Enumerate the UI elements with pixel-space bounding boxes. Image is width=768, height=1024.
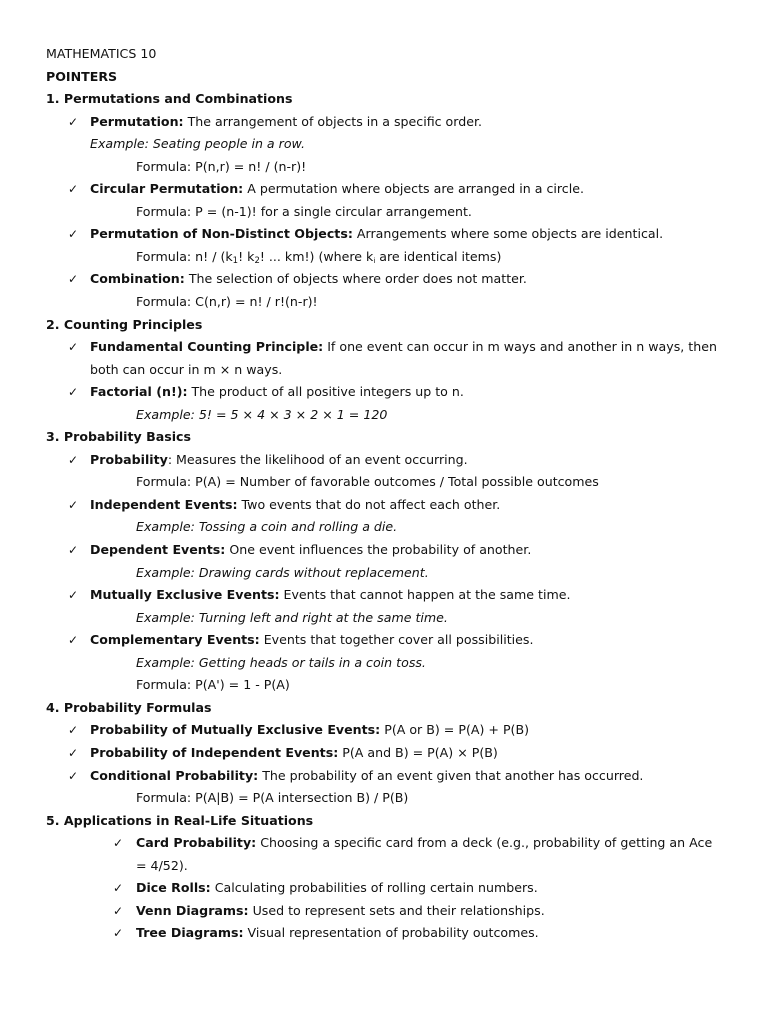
subscript: 2	[254, 255, 260, 266]
formula-text: Formula: C(n,r) = n! / r!(n-r)!	[136, 294, 318, 310]
formula-part: ! k	[238, 248, 255, 264]
example-text: Example: Tossing a coin and rolling a die.	[136, 519, 398, 535]
checkmark-icon: ✓	[113, 881, 124, 896]
checkmark-icon: ✓	[68, 633, 79, 648]
term-description: The arrangement of objects in a specific order.	[183, 113, 482, 129]
term-description: Visual representation of probability outcomes.	[243, 925, 539, 941]
checkmark-icon: ✓	[68, 182, 79, 197]
checkmark-icon: ✓	[68, 768, 79, 783]
checkmark-icon: ✓	[68, 114, 79, 129]
list-item-independent-events	[46, 494, 736, 517]
formula-text: Formula: P = (n-1)! for a single circular arrangement.	[136, 203, 472, 219]
term-description-continued: = 4/52).	[136, 857, 188, 873]
checkmark-icon: ✓	[68, 497, 79, 512]
formula-part: ! ... km!) (where k	[259, 248, 374, 264]
term-description: Events that cannot happen at the same time.	[279, 587, 571, 603]
term-description: P(A and B) = P(A) × P(B)	[338, 744, 498, 760]
section-5-title: 5. Applications in Real-Life Situations	[46, 812, 314, 828]
term-description: If one event can occur in m ways and another in n ways, then	[323, 339, 717, 355]
term-description: Arrangements where some objects are identical.	[352, 226, 664, 242]
example-text: Example: Seating people in a row.	[90, 136, 306, 152]
checkmark-icon: ✓	[68, 272, 79, 287]
section-4-title: 4. Probability Formulas	[46, 699, 212, 715]
term-label: Mutually Exclusive Events:	[90, 587, 280, 603]
term-label: Circular Permutation:	[90, 181, 244, 197]
example-text: Example: Drawing cards without replacement.	[136, 564, 429, 580]
checkmark-icon: ✓	[68, 745, 79, 760]
term-label: Probability of Independent Events:	[90, 744, 339, 760]
list-item-factorial	[46, 381, 736, 404]
list-item-non-distinct	[46, 223, 736, 246]
term-description: The probability of an event given that another has occurred.	[258, 767, 644, 783]
term-label: Factorial (n!):	[90, 384, 188, 400]
pointers-heading: POINTERS	[46, 68, 118, 84]
list-item-combination	[46, 268, 736, 291]
term-description: : Measures the likelihood of an event occurring.	[167, 451, 468, 467]
list-item-dependent-events	[46, 539, 736, 562]
list-item-conditional-probability	[46, 765, 736, 788]
term-description: One event influences the probability of another.	[225, 542, 532, 558]
term-label: Permutation of Non-Distinct Objects:	[90, 226, 353, 242]
term-description-continued: both can occur in m × n ways.	[90, 361, 283, 377]
term-description: Calculating probabilities of rolling certain numbers.	[210, 880, 538, 896]
checkmark-icon: ✓	[113, 926, 124, 941]
list-item-venn-diagrams	[46, 900, 736, 923]
term-description: Two events that do not affect each other.	[237, 496, 501, 512]
term-description: Choosing a specific card from a deck (e.g., probability of getting an Ace	[256, 835, 713, 851]
formula-text: Formula: P(A|B) = P(A intersection B) / P(B)	[136, 790, 409, 806]
checkmark-icon: ✓	[68, 543, 79, 558]
list-item-independent-probability	[46, 742, 736, 765]
term-label: Probability of Mutually Exclusive Events:	[90, 722, 381, 738]
term-label: Tree Diagrams:	[136, 925, 244, 941]
list-item-permutation	[46, 111, 736, 134]
formula-text: Formula: P(A') = 1 - P(A)	[136, 677, 290, 693]
subscript: 1	[232, 255, 239, 266]
subject-line: MATHEMATICS 10	[46, 46, 157, 61]
list-item-mutually-exclusive-probability	[46, 719, 736, 742]
term-label: Permutation:	[90, 113, 184, 129]
section-2-title: 2. Counting Principles	[46, 316, 203, 332]
term-label: Conditional Probability:	[90, 767, 259, 783]
formula-text	[46, 246, 736, 269]
term-description: A permutation where objects are arranged in a circle.	[243, 181, 584, 197]
example-text: Example: Turning left and right at the same time.	[136, 609, 448, 625]
term-label: Dice Rolls:	[136, 880, 211, 896]
checkmark-icon: ✓	[68, 385, 79, 400]
formula-part: are identical items)	[375, 248, 502, 264]
checkmark-icon: ✓	[113, 903, 124, 918]
term-label: Probability	[90, 451, 168, 467]
checkmark-icon: ✓	[113, 836, 124, 851]
term-label: Fundamental Counting Principle:	[90, 339, 324, 355]
term-label: Card Probability:	[136, 835, 257, 851]
list-item-fundamental-counting	[46, 336, 736, 359]
term-description: The product of all positive integers up to n.	[187, 384, 464, 400]
example-text: Example: Getting heads or tails in a coin toss.	[136, 654, 426, 670]
term-description: Used to represent sets and their relationships.	[248, 902, 545, 918]
term-description: P(A or B) = P(A) + P(B)	[380, 722, 530, 738]
list-item-mutually-exclusive	[46, 584, 736, 607]
checkmark-icon: ✓	[68, 588, 79, 603]
list-item-complementary-events	[46, 629, 736, 652]
document-page	[46, 43, 736, 945]
section-3-title: 3. Probability Basics	[46, 429, 191, 445]
formula-text: Formula: P(n,r) = n! / (n-r)!	[136, 158, 307, 174]
term-label: Dependent Events:	[90, 542, 226, 558]
term-label: Venn Diagrams:	[136, 902, 249, 918]
list-item-probability	[46, 449, 736, 472]
list-item-dice-rolls	[46, 877, 736, 900]
term-description: The selection of objects where order does not matter.	[184, 271, 527, 287]
list-item-circular-permutation	[46, 178, 736, 201]
checkmark-icon: ✓	[68, 340, 79, 355]
formula-text: Formula: P(A) = Number of favorable outcomes / Total possible outcomes	[136, 474, 599, 490]
term-description: Events that together cover all possibilities.	[259, 632, 534, 648]
term-label: Independent Events:	[90, 496, 238, 512]
list-item-card-probability	[46, 832, 736, 855]
checkmark-icon: ✓	[68, 452, 79, 467]
section-1-title: 1. Permutations and Combinations	[46, 91, 293, 107]
example-text: Example: 5! = 5 × 4 × 3 × 2 × 1 = 120	[136, 406, 388, 422]
formula-part: Formula: n! / (k	[136, 248, 233, 264]
checkmark-icon: ✓	[68, 723, 79, 738]
checkmark-icon: ✓	[68, 227, 79, 242]
term-label: Combination:	[90, 271, 185, 287]
list-item-tree-diagrams	[46, 922, 736, 945]
subscript: i	[373, 256, 376, 265]
term-label: Complementary Events:	[90, 632, 260, 648]
